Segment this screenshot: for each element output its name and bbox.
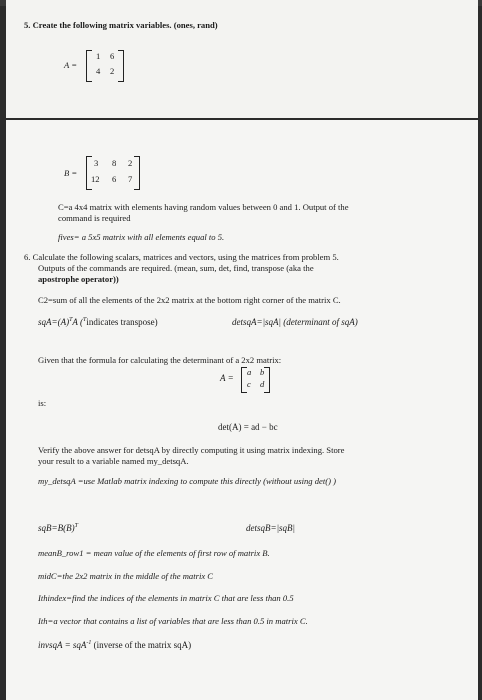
matrix-a-cell: 2 — [110, 66, 115, 76]
sqa-lhs: sqA=(A) — [38, 317, 70, 327]
sheet-main — [6, 120, 478, 700]
matrix-b-cell: 7 — [128, 174, 133, 184]
sqb-definition — [38, 523, 78, 533]
abcd-cell: d — [260, 379, 265, 389]
ithindex-definition: Ithindex=find the indices of the elements in matrix C that are less than 0.5 — [38, 593, 294, 603]
matrix-b-cell: 8 — [112, 158, 117, 168]
matrix-b-cell: 6 — [112, 174, 117, 184]
c-definition-line2: command is required — [58, 213, 131, 223]
matrix-b-right-bracket — [134, 156, 140, 190]
matrix-a-left-bracket — [86, 50, 92, 82]
is-label: is: — [38, 398, 47, 408]
ith-definition: Ith=a vector that contains a list of variables that are less than 0.5 in matrix C. — [38, 616, 308, 626]
given-formula-text: Given that the formula for calculating the determinant of a 2x2 matrix: — [38, 355, 282, 365]
sqb-text: sqB=B(B) — [38, 523, 75, 533]
matrix-a-label: A = — [64, 60, 78, 70]
sqa-note-sup: T — [83, 317, 87, 323]
abcd-label: A = — [220, 373, 234, 383]
problem6-heading-line1: 6. Calculate the following scalars, matrices and vectors, using the matrices from problem 5. — [24, 252, 339, 262]
invsqa-text: invsqA = sqA — [38, 640, 87, 650]
problem6-heading-line2: Outputs of the commands are required. (mean, sum, det, find, transpose (aka the — [38, 263, 314, 273]
matrix-a-cell: 1 — [96, 51, 101, 61]
invsqa-definition — [38, 640, 191, 650]
det-formula: det(A) = ad − bc — [218, 422, 278, 432]
invsqa-note: (inverse of the matrix sqA) — [93, 640, 192, 650]
matrix-b-left-bracket — [86, 156, 92, 190]
c2-definition: C2=sum of all the elements of the 2x2 matrix at the bottom right corner of the matrix C. — [38, 295, 341, 305]
abcd-right-bracket — [264, 367, 270, 393]
matrix-a-right-bracket — [118, 50, 124, 82]
verify-line1: Verify the above answer for detsqA by directly computing it using matrix indexing. Store — [38, 445, 345, 455]
sqb-transpose-sup: T — [74, 523, 78, 529]
meanb-row1-definition: meanB_row1 = mean value of the elements of first row of matrix B. — [38, 548, 270, 558]
sqa-note: indicates transpose) — [86, 317, 158, 327]
invsqa-inverse-sup: -1 — [86, 640, 92, 646]
problem6-heading-line3: apostrophe operator)) — [38, 274, 119, 284]
abcd-cell: c — [247, 379, 251, 389]
sqa-rhs: A ( — [72, 317, 84, 327]
matrix-b-cell: 3 — [94, 158, 99, 168]
matrix-a-cell: 4 — [96, 66, 101, 76]
fives-definition: fives= a 5x5 matrix with all elements equal to 5. — [58, 232, 225, 242]
midc-definition: midC=the 2x2 matrix in the middle of the matrix C — [38, 571, 214, 581]
matrix-b-cell: 12 — [91, 174, 100, 184]
sqa-transpose-sup: T — [69, 317, 73, 323]
matrix-b-label: B = — [64, 168, 78, 178]
matrix-b-cell: 2 — [128, 158, 133, 168]
abcd-cell: a — [247, 367, 252, 377]
my-detsqa-definition: my_detsqA =use Matlab matrix indexing to compute this directly (without using det() ) — [38, 476, 336, 486]
problem5-heading: 5. Create the following matrix variables. (ones, rand) — [24, 20, 218, 30]
sqa-definition — [38, 317, 158, 327]
verify-line2: your result to a variable named my_detsqA. — [38, 456, 189, 466]
sheet-top — [6, 0, 478, 118]
detsqb-definition: detsqB=|sqB| — [246, 523, 296, 533]
detsqa-definition: detsqA=|sqA| (determinant of sqA) — [232, 317, 358, 327]
matrix-a-cell: 6 — [110, 51, 115, 61]
abcd-cell: b — [260, 367, 265, 377]
c-definition-line1: C=a 4x4 matrix with elements having random values between 0 and 1. Output of the — [58, 202, 349, 212]
